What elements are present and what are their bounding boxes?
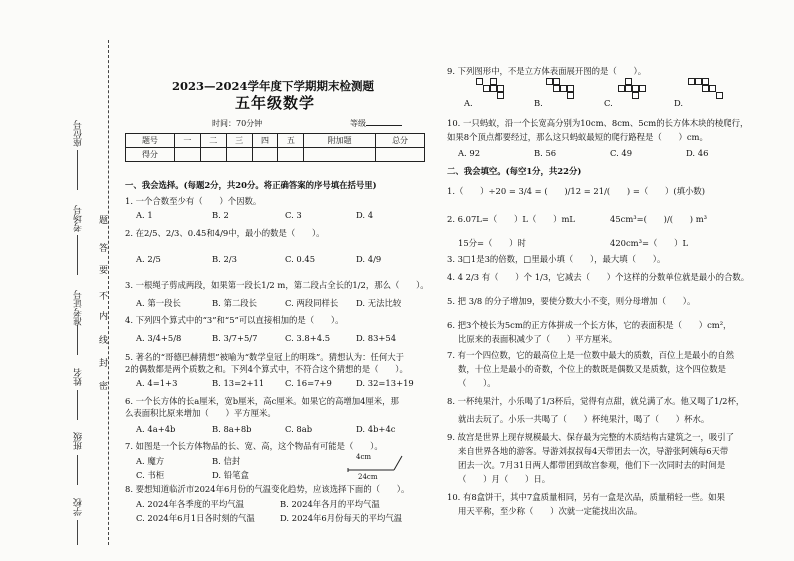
q1-option-a: A. 1 [136, 210, 153, 220]
seal-word: 答 [99, 240, 108, 255]
q3-option-c: C. 两段同样长 [285, 298, 339, 308]
seal-word: 题 [99, 212, 108, 227]
fill-8-line-2: 就出去玩了。小乐一共喝了（ ）杯纯果汁，喝了（ ）杯水。 [458, 414, 710, 424]
fill-10-line-2: 用天平称，至少称（ ）次就一定能找出次品。 [458, 506, 643, 516]
fill-2-d: 420cm³=（ ）L [610, 238, 689, 248]
question-4: 4. 下列四个算式中的“3”和“5”可以直接相加的是（ ）。 [125, 315, 344, 325]
q10-option-c: C. 49 [610, 148, 633, 158]
exam-time: 时间：70分钟 [212, 119, 263, 128]
q3-option-d: D. 无法比较 [356, 298, 402, 308]
question-8: 8. 要想知道临沂市2024年6月份的气温变化趋势，应该选择下面的（ ）。 [125, 484, 410, 494]
q10-option-a: A. 92 [458, 148, 481, 158]
score-header-row [126, 134, 425, 148]
grade-label [350, 118, 402, 129]
q6-option-c: C. 8ab [285, 424, 313, 434]
name-line [77, 390, 78, 420]
label-class: 班级 [74, 432, 84, 450]
q10-option-b: B. 56 [534, 148, 557, 158]
grade-label-text: 等级 [350, 119, 366, 128]
q4-option-b: B. 3/7+5/7 [212, 333, 258, 343]
q5-option-c: C. 16=7+9 [285, 378, 332, 388]
school-line [77, 520, 78, 545]
q4-option-d: D. 83+54 [356, 333, 397, 343]
seal-word: 要 [99, 262, 108, 277]
score-cell[interactable] [200, 148, 226, 162]
label-school: 学校 [74, 498, 84, 516]
score-header-cell: 二 [200, 134, 226, 148]
fill-9-line-3: 团去一次。7月31日两人都带团到故宫参观，他们下一次同时去的时间是 [458, 460, 726, 470]
section-1-heading: 一、我会选择。(每题2分，共20分。将正确答案的序号填在括号里) [125, 180, 377, 190]
q8-option-a: A. 2024年各季度的平均气温 [136, 499, 245, 509]
q4-option-a: A. 3/4+5/8 [136, 333, 182, 343]
net-figure-b [546, 78, 606, 108]
score-header-cell: 题号 [126, 134, 175, 148]
fill-9-line-1: 9. 故宫是世界上现存规模最大、保存最为完整的木质结构古建筑之一，吸引了 [447, 432, 735, 442]
question-10-line-2: 如果8个顶点都要经过，那么这只蚂蚁最短的爬行路程是（ ）cm。 [447, 132, 708, 142]
q6-option-d: D. 4b+4c [356, 424, 396, 434]
fill-1: 1.（ ）÷20 = 3/4 = ( )/12 = 21/( ) =（ ）(填小数) [447, 186, 706, 196]
q7-option-d: D. 铅笔盒 [212, 470, 249, 480]
fill-2-c: 15分=（ ）时 [458, 238, 526, 248]
fill-6-line-2: 比原来的表面积减少了（ ）平方厘米。 [458, 334, 618, 344]
q9-option-c: C. [604, 98, 613, 108]
q8-option-c: C. 2024年6月1日各时刻的气温 [136, 513, 255, 523]
label-seat-number: 座位号 [74, 120, 84, 147]
score-header-cell: 总分 [376, 134, 425, 148]
q1-option-b: B. 2 [212, 210, 229, 220]
label-name: 姓名 [74, 368, 84, 386]
score-cell[interactable] [278, 148, 304, 162]
q7-option-c: C. 书柜 [136, 470, 165, 480]
net-figure-c [618, 78, 678, 108]
question-6-line-1: 6. 一个长方体的长a厘米，宽b厘米，高c厘米。如果它的高增加4厘米，那 [125, 396, 399, 406]
fill-9-line-2: 来自世界各地的游客。导游刘叔叔每4天带团去一次，导游张阿姨每6天带 [458, 446, 729, 456]
fill-8-line-1: 8. 一杯纯果汁，小乐喝了1/3杯后，觉得有点甜，就兑满了水。他又喝了1/2杯， [447, 396, 745, 406]
seat-number-line [77, 150, 78, 190]
q3-option-a: A. 第一段长 [136, 298, 181, 308]
fill-10-line-1: 10. 有8盒饼干，其中7盒质量相同，另有一盒是次品，质量稍轻一些。如果 [447, 492, 725, 502]
net-figure-a [476, 78, 536, 108]
q7-option-a: A. 魔方 [136, 456, 165, 466]
score-cell[interactable] [226, 148, 252, 162]
question-9: 9. 下列图形中，不是立方体表面展开图的是（ ）。 [447, 66, 647, 76]
fill-5: 5. 把 3/8 的分子增加9，要使分数大小不变，则分母增加（ ）。 [447, 296, 696, 306]
q9-option-d: D. [674, 98, 684, 108]
score-table [125, 133, 425, 162]
seal-dashed-line [108, 40, 109, 545]
q5-option-d: D. 32=13+19 [356, 378, 414, 388]
class-line [77, 455, 78, 485]
net-figure-d [688, 78, 748, 108]
fill-6-line-1: 6. 把3个棱长为5cm的正方体拼成一个长方体，它的表面积是（ ）cm²， [447, 320, 732, 330]
score-row [126, 148, 425, 162]
fill-7-line-2: 数，十位上是最小的奇数，个位上的数既是偶数又是质数，这个四位数是 [458, 364, 726, 374]
score-header-cell: 一 [174, 134, 200, 148]
question-10-line-1: 10. 一只蚂蚁，沿一个长宽高分别为10cm、8cm、5cm的长方体木块的棱爬行， [447, 118, 749, 128]
fill-4: 4. 4 2/3 有（ ）个 1/3，它减去（ ）个这样的分数单位就是最小的合数。 [447, 272, 750, 282]
exam-room-line [77, 235, 78, 275]
question-1: 1. 一个合数至少有（ ）个因数。 [125, 196, 262, 206]
score-row-label: 得分 [126, 148, 175, 162]
score-header-cell: 五 [278, 134, 304, 148]
fill-2-a: 2. 6.07L=（ ）L（ ）mL [447, 214, 575, 224]
question-5-line-2: 2的偶数都是两个质数之和。下列4个算式中，不符合这个猜想的是（ ）。 [125, 364, 408, 374]
q5-option-a: A. 4=1+3 [136, 378, 178, 388]
q8-option-b: B. 2024年各月的平均气温 [280, 499, 380, 509]
question-6-line-2: 么表面积比原来增加（ ）平方厘米。 [125, 408, 276, 418]
q4-option-c: C. 3.8+4.5 [285, 333, 331, 343]
score-header-cell: 三 [226, 134, 252, 148]
fill-3: 3. 3□1是3的倍数，□里最小填（ ），最大填（ ）。 [447, 254, 666, 264]
q6-option-a: A. 4a+4b [136, 424, 176, 434]
label-admission-number: 准考证号 [74, 290, 84, 326]
q1-option-c: C. 3 [285, 210, 302, 220]
section-2-heading: 二、我会填空。(每空1分，共22分) [447, 166, 582, 176]
q1-option-d: D. 4 [356, 210, 374, 220]
q7-dim-length: 24cm [358, 473, 378, 481]
q10-option-d: D. 46 [686, 148, 709, 158]
fill-7-line-3: （ ）。 [458, 378, 496, 388]
exam-title: 2023—2024学年度下学期期末检测题 [172, 79, 375, 93]
seal-word: 封 [99, 355, 108, 370]
question-7: 7. 如图是一个长方体物品的长、宽、高，这个物品有可能是（ ）。 [125, 441, 383, 451]
q6-option-b: B. 8a+8b [212, 424, 252, 434]
q7-option-b: B. 信封 [212, 456, 241, 466]
score-header-cell: 四 [252, 134, 278, 148]
question-5-line-1: 5. 著名的“哥德巴赫猜想”被喻为“数学皇冠上的明珠”。猜想认为：任何大于 [125, 352, 405, 362]
q9-option-a: A. [464, 98, 473, 108]
question-2: 2. 在2/5、2/3、0.45和4/9中，最小的数是（ ）。 [125, 228, 325, 238]
score-cell[interactable] [174, 148, 200, 162]
score-cell[interactable] [376, 148, 425, 162]
seal-word: 密 [99, 378, 108, 393]
exam-subject: 五年级数学 [235, 94, 316, 112]
q2-option-c: C. 0.45 [285, 254, 316, 264]
q8-option-d: D. 2024年6月份每天的平均气温 [280, 513, 403, 523]
q7-dim-height: 4cm [356, 453, 372, 461]
q3-option-b: B. 第二段长 [212, 298, 257, 308]
score-header-cell: 附加题 [304, 134, 376, 148]
q9-option-b: B. [534, 98, 543, 108]
question-3: 3. 一根绳子剪成两段，如果第一段长1/2 m，第二段占全长的1/2，那么（ ）。 [125, 280, 429, 290]
fill-9-line-4: （ ）月（ ）日。 [458, 474, 551, 484]
score-cell[interactable] [304, 148, 376, 162]
q2-option-a: A. 2/5 [136, 254, 161, 264]
seal-word: 不 [99, 288, 108, 303]
q5-option-b: B. 13=2+11 [212, 378, 265, 388]
binding-strip [0, 0, 118, 561]
admission-number-line [77, 325, 78, 355]
fill-7-line-1: 7. 有一个四位数，它的最高位上是一位数中最大的质数，百位上是最小的自然 [447, 350, 735, 360]
q2-option-d: D. 4/9 [356, 254, 382, 264]
fill-2-b: 45cm³=( )/( ) m³ [610, 214, 708, 224]
seal-word: 内 [99, 308, 108, 323]
seal-word: 线 [99, 332, 108, 347]
q2-option-b: B. 2/3 [212, 254, 237, 264]
score-cell[interactable] [252, 148, 278, 162]
label-exam-room: 考场号 [74, 205, 84, 232]
